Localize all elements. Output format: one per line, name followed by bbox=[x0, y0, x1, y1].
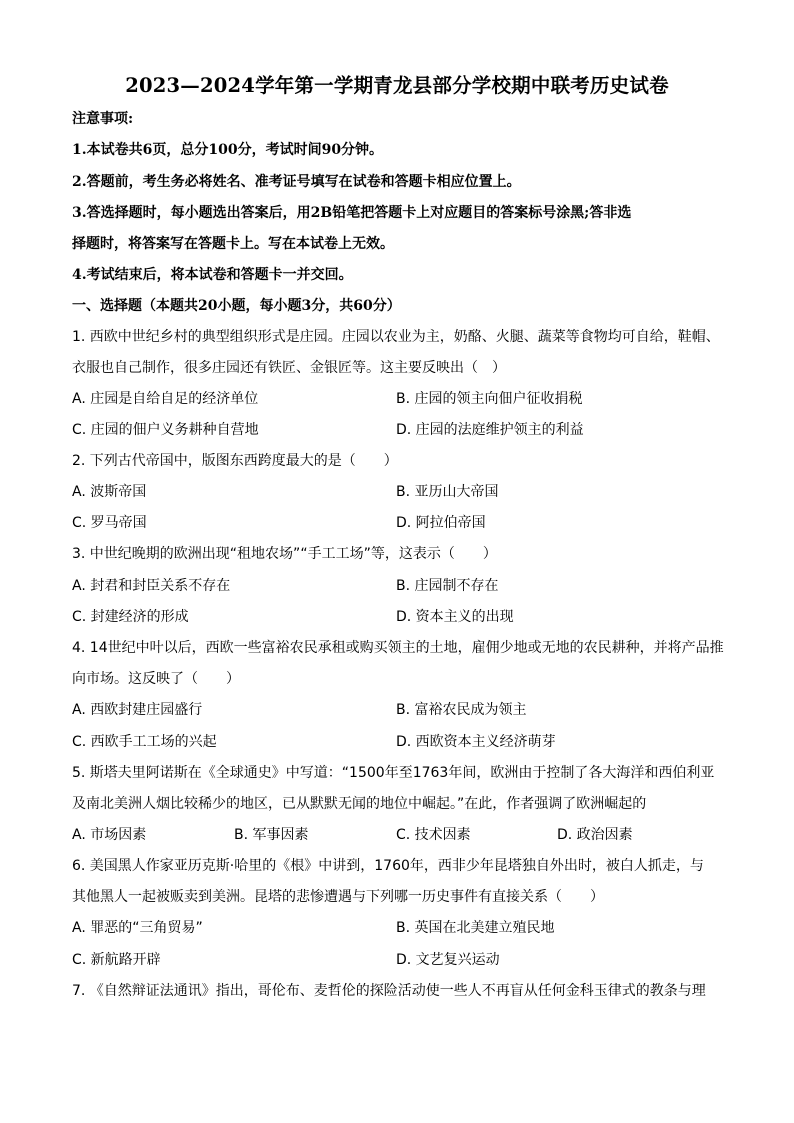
option-c: C. 罗马帝国 bbox=[72, 515, 147, 531]
notice-item: 3.答选择题时，每小题选出答案后，用2B铅笔把答题卡上对应题目的答案标号涂黑;答非选 bbox=[72, 205, 632, 221]
question-stem: 7. 《自然辩证法通讯》指出，哥伦布、麦哲伦的探险活动使一些人不再盲从任何金科玉律式的教条与理 bbox=[72, 983, 706, 999]
option-a: A. 市场因素 bbox=[72, 827, 147, 843]
option-d: D. 庄园的法庭维护领主的利益 bbox=[396, 422, 584, 438]
option-c: C. 庄园的佃户义务耕种自营地 bbox=[72, 422, 259, 438]
option-c: C. 技术因素 bbox=[396, 827, 471, 843]
option-b: B. 富裕农民成为领主 bbox=[396, 702, 527, 718]
option-c: C. 封建经济的形成 bbox=[72, 609, 189, 625]
question-stem: 衣服也自己制作，很多庄园还有铁匠、金银匠等。这主要反映出（ ） bbox=[72, 360, 506, 376]
question-stem: 其他黑人一起被贩卖到美洲。昆塔的悲惨遭遇与下列哪一历史事件有直接关系（ ） bbox=[72, 889, 604, 905]
option-b: B. 庄园的领主向佃户征收捐税 bbox=[396, 391, 583, 407]
option-d: D. 文艺复兴运动 bbox=[396, 952, 500, 968]
option-a: A. 波斯帝国 bbox=[72, 484, 147, 500]
notice-item: 择题时，将答案写在答题卡上。写在本试卷上无效。 bbox=[72, 236, 394, 252]
option-a: A. 罪恶的“三角贸易” bbox=[72, 920, 203, 936]
option-d: D. 西欧资本主义经济萌芽 bbox=[396, 734, 556, 750]
option-d: D. 资本主义的出现 bbox=[396, 609, 514, 625]
question-stem: 6. 美国黑人作家亚历克斯·哈里的《根》中讲到，1760年，西非少年昆塔独自外出时，被白人抓走，与 bbox=[72, 858, 704, 874]
option-d: D. 政治因素 bbox=[557, 827, 633, 843]
notice-item: 4.考试结束后，将本试卷和答题卡一并交回。 bbox=[72, 267, 353, 283]
option-b: B. 庄园制不存在 bbox=[396, 578, 499, 594]
question-stem: 2. 下列古代帝国中，版图东西跨度最大的是（ ） bbox=[72, 453, 398, 469]
question-stem: 1. 西欧中世纪乡村的典型组织形式是庄园。庄园以农业为主，奶酪、火腿、蔬菜等食物均可自给，鞋帽、 bbox=[72, 329, 720, 345]
section-heading: 一、选择题（本题共20小题，每小题3分，共60分） bbox=[72, 298, 401, 314]
option-b: B. 亚历山大帝国 bbox=[396, 484, 499, 500]
option-a: A. 封君和封臣关系不存在 bbox=[72, 578, 231, 594]
page-title: 2023—2024学年第一学期青龙县部分学校期中联考历史试卷 bbox=[125, 74, 669, 97]
notice-item: 2.答题前，考生务必将姓名、准考证号填写在试卷和答题卡相应位置上。 bbox=[72, 174, 521, 190]
question-stem: 及南北美洲人烟比较稀少的地区，已从默默无闻的地位中崛起。”在此，作者强调了欧洲崛起的 bbox=[72, 796, 647, 812]
option-a: A. 庄园是自给自足的经济单位 bbox=[72, 391, 259, 407]
question-stem: 5. 斯塔夫里阿诺斯在《全球通史》中写道：“1500年至1763年间，欧洲由于控制了各大海洋和西伯利亚 bbox=[72, 765, 715, 781]
option-d: D. 阿拉伯帝国 bbox=[396, 515, 486, 531]
option-c: C. 新航路开辟 bbox=[72, 952, 161, 968]
question-stem: 向市场。这反映了（ ） bbox=[72, 671, 240, 687]
option-a: A. 西欧封建庄园盛行 bbox=[72, 702, 203, 718]
question-stem: 3. 中世纪晚期的欧洲出现“租地农场”“手工工场”等，这表示（ ） bbox=[72, 546, 497, 562]
option-c: C. 西欧手工工场的兴起 bbox=[72, 734, 217, 750]
notice-heading: 注意事项: bbox=[72, 111, 134, 127]
question-stem: 4. 14世纪中叶以后，西欧一些富裕农民承租或购买领主的土地，雇佣少地或无地的农民耕种，并将产品推 bbox=[72, 640, 724, 656]
notice-item: 1.本试卷共6页，总分100分，考试时间90分钟。 bbox=[72, 142, 384, 158]
option-b: B. 军事因素 bbox=[234, 827, 309, 843]
option-b: B. 英国在北美建立殖民地 bbox=[396, 920, 555, 936]
